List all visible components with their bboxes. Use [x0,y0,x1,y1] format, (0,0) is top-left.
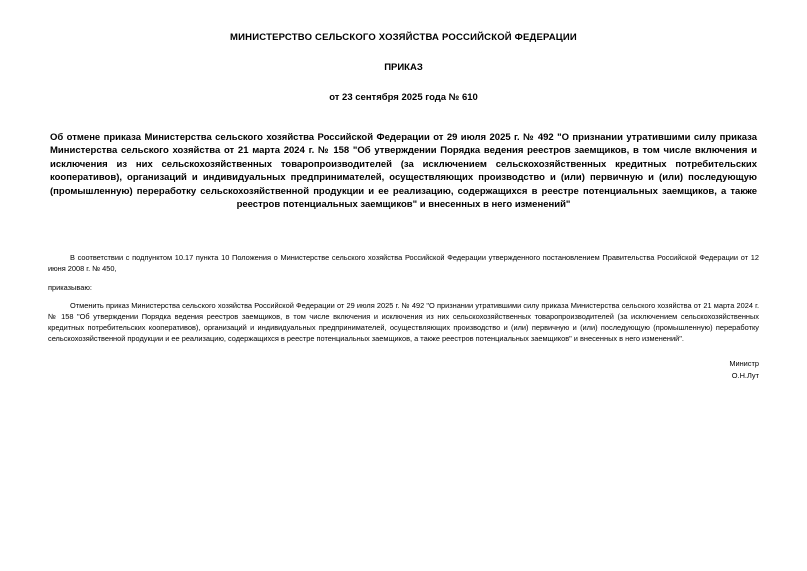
signature-name: О.Н.Лут [731,370,759,380]
document-body [48,252,759,345]
signature-position: Министр [729,359,759,369]
document-title: Об отмене приказа Министерства сельского хозяйства Российской Федерации от 29 июля 2025 г. № 492 "О признании утратившими силу приказа Министерства сельского хозяйства от 21 марта 2024 г. № 158 "Об утверждении Порядка ведения реестров заемщиков, в том числе включения и исключения из них сельскохозяйственных товаропроизводителей (за исключением сельскохозяйственных кредитных потребительских кооперативов), организаций и индивидуальных предпринимателей, осуществляющих производство и (или) первичную и (или) последующую (промышленную) переработку сельскохозяйственной продукции и ее реализацию, содержащихся в реестре потенциальных заемщиков, а также реестров потенциальных заемщиков" и внесенных в него изменений" [50,132,757,211]
body-paragraph-3: Отменить приказ Министерства сельского хозяйства Российской Федерации от 29 июля 2025 г. № 492 "О признании утратившими силу приказа Министерства сельского хозяйства от 21 марта 2024 г. № 158 "Об утверждении Порядка ведения реестров заемщиков, в том числе включения и исключения из них сельскохозяйственных товаропроизводителей (за исключением сельскохозяйственных кредитных потребительских кооперативов), организаций и индивидуальных предпринимателей, осуществляющих производство и (или) первичную и (или) последующую (промышленную) переработку сельскохозяйственной продукции и ее реализацию, содержащихся в реестре потенциальных заемщиков, а также реестров потенциальных заемщиков" и внесенных в него изменений". [48,301,759,344]
document-date-number: от 23 сентября 2025 года № 610 [329,92,478,103]
body-paragraph-2: приказываю: [48,282,92,292]
signature-block [48,358,759,380]
body-paragraph-1: В соответствии с подпунктом 10.17 пункта 10 Положения о Министерстве сельского хозяйства Российской Федерации утвержденного постановлением Правительства Российской Федерации от 12 июня 2008 г. № 450, [48,252,759,274]
ministry-heading: МИНИСТЕРСТВО СЕЛЬСКОГО ХОЗЯЙСТВА РОССИЙСКОЙ ФЕДЕРАЦИИ [230,32,577,43]
document-type-heading: ПРИКАЗ [384,62,423,73]
